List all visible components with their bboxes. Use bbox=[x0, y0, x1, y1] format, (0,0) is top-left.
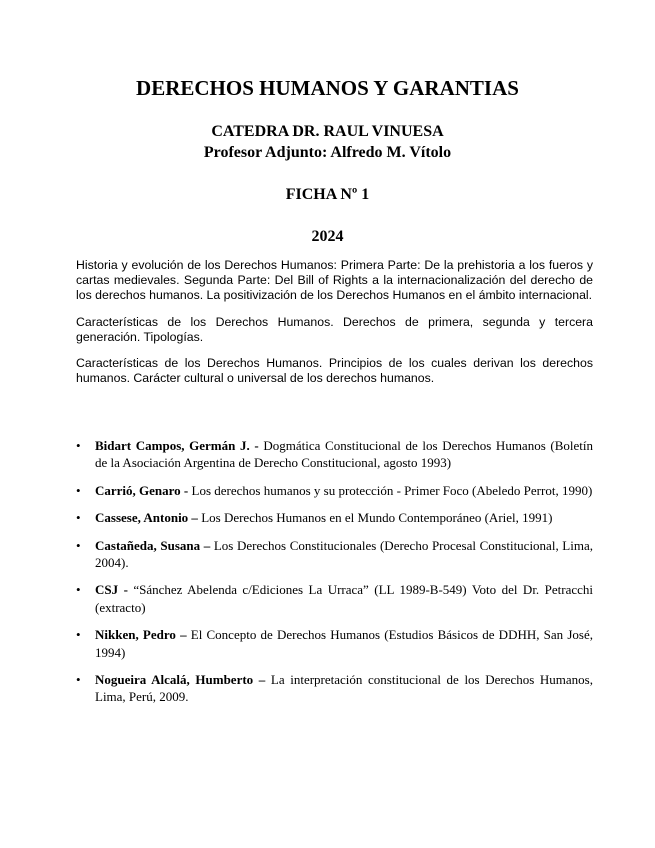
document-year: 2024 bbox=[311, 228, 344, 245]
bullet-icon: • bbox=[76, 627, 81, 643]
bullet-icon: • bbox=[76, 672, 81, 688]
bullet-icon: • bbox=[76, 582, 81, 598]
intro-paragraph: Historia y evolución de los Derechos Humanos: Primera Parte: De la prehistoria a los fueros y cartas medievales. Segunda Parte: Del Bill of Rights a la internacionalización del derecho de los derechos humanos. La positivización de los Derechos Humanos en el ámbito internacional. bbox=[76, 258, 593, 303]
bibliography-author: Nogueira Alcalá, Humberto – bbox=[95, 672, 266, 688]
bibliography-author: Bidart Campos, Germán J. - bbox=[95, 438, 259, 453]
bibliography-item bbox=[76, 509, 593, 526]
bibliography-item bbox=[76, 626, 593, 661]
bibliography-item bbox=[76, 437, 593, 472]
bibliography-item bbox=[76, 671, 593, 706]
bibliography-author: Carrió, Genaro - bbox=[95, 482, 189, 498]
bullet-icon: • bbox=[76, 482, 81, 498]
professor-name: Profesor Adjunto: Alfredo M. Vítolo bbox=[203, 144, 452, 161]
bibliography-text: Dogmática Constitucional de los Derechos Humanos (Boletín de la Asociación Argentina de Derecho Constitucional, agosto 1993) bbox=[95, 438, 593, 471]
bibliography-list bbox=[76, 437, 593, 716]
bibliography-author: Castañeda, Susana – bbox=[95, 537, 211, 553]
bibliography-text: Los Derechos Constitucionales (Derecho Procesal Constitucional, Lima, 2004). bbox=[95, 537, 593, 571]
bibliography-author: Cassese, Antonio – bbox=[95, 510, 198, 526]
bibliography-text: “Sánchez Abelenda c/Ediciones La Urraca” (LL 1989-B-549) Voto del Dr. Petracchi (extracto) bbox=[95, 582, 593, 615]
chair-name: CATEDRA DR. RAUL VINUESA bbox=[211, 123, 444, 140]
bibliography-author: Nikken, Pedro – bbox=[95, 627, 187, 643]
bibliography-item bbox=[76, 537, 593, 572]
intro-section bbox=[76, 258, 593, 397]
intro-paragraph: Características de los Derechos Humanos. Derechos de primera, segunda y tercera generación. Tipologías. bbox=[76, 314, 593, 344]
bibliography-item bbox=[76, 581, 593, 616]
bibliography-text: La interpretación constitucional de los Derechos Humanos, Lima, Perú, 2009. bbox=[95, 672, 593, 705]
bibliography-item bbox=[76, 482, 593, 499]
intro-paragraph: Características de los Derechos Humanos. Principios de los cuales derivan los derechos humanos. Carácter cultural o universal de los derechos humanos. bbox=[76, 356, 593, 386]
bibliography-text: Los Derechos Humanos en el Mundo Contemporáneo (Ariel, 1991) bbox=[197, 510, 553, 526]
bibliography-text: El Concepto de Derechos Humanos (Estudios Básicos de DDHH, San José, 1994) bbox=[95, 627, 594, 660]
bibliography-author: CSJ - bbox=[95, 582, 128, 598]
ficha-number: FICHA Nº 1 bbox=[285, 186, 370, 203]
bullet-icon: • bbox=[76, 438, 81, 453]
bibliography-text: Los derechos humanos y su protección - Primer Foco (Abeledo Perrot, 1990) bbox=[188, 482, 593, 498]
bullet-icon: • bbox=[76, 510, 81, 526]
bullet-icon: • bbox=[76, 537, 81, 553]
document-title: DERECHOS HUMANOS Y GARANTIAS bbox=[136, 76, 519, 100]
